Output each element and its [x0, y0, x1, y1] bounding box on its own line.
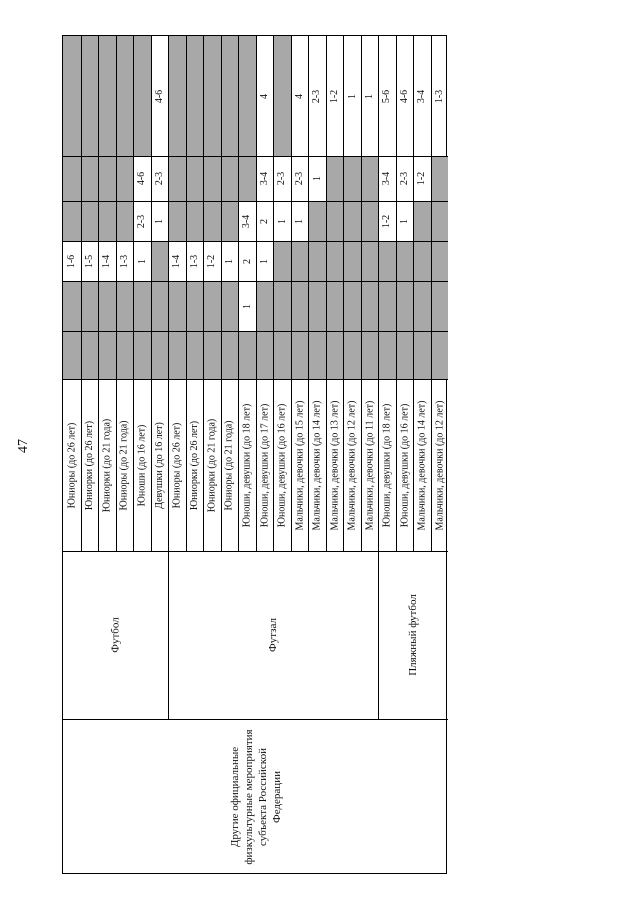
value-cell	[203, 156, 221, 201]
grid-line	[81, 36, 82, 551]
value-text: 1	[346, 93, 358, 99]
value-cell	[133, 331, 151, 379]
value-cell	[116, 331, 133, 379]
value-cell	[378, 331, 396, 379]
value-cell	[133, 156, 151, 201]
value-cell	[343, 281, 361, 331]
value-cell	[291, 201, 308, 241]
value-text: 1	[399, 218, 410, 224]
value-cell	[186, 156, 203, 201]
group-cell	[326, 379, 343, 551]
value-cell	[168, 281, 186, 331]
value-text: 4-6	[136, 171, 148, 186]
value-text: 4-6	[154, 89, 165, 103]
value-cell	[168, 331, 186, 379]
value-cell	[256, 241, 273, 281]
group-label: Мальчики, девочки (до 14 лет)	[416, 399, 428, 531]
value-cell	[378, 36, 396, 156]
value-text: 3-4	[259, 171, 270, 186]
group-cell	[343, 379, 361, 551]
value-cell	[81, 331, 98, 379]
value-cell	[326, 241, 343, 281]
section-title: Другие официальные физкультурные мероприятия субъекта Российской Федерации	[228, 729, 283, 865]
group-label: Юниоры (до 21 года)	[224, 419, 236, 511]
value-cell	[238, 281, 256, 331]
value-cell	[291, 281, 308, 331]
group-label: Юниорки (до 26 лет)	[84, 420, 95, 510]
value-cell	[151, 241, 168, 281]
value-cell	[221, 331, 238, 379]
value-text: 2-3	[311, 89, 323, 103]
value-cell	[291, 36, 308, 156]
value-text: 1-2	[206, 254, 218, 268]
value-cell	[203, 201, 221, 241]
value-cell	[98, 36, 116, 156]
value-cell	[378, 201, 396, 241]
value-cell	[81, 36, 98, 156]
value-cell	[361, 201, 378, 241]
group-label: Мальчики, девочки (до 15 лет)	[294, 399, 306, 531]
group-cell	[81, 379, 98, 551]
discipline-label: Пляжный футбол	[407, 594, 420, 676]
value-cell	[238, 156, 256, 201]
group-cell	[238, 379, 256, 551]
value-cell	[273, 241, 291, 281]
group-label: Юноши, девушки (до 16 лет)	[399, 403, 411, 527]
value-cell	[378, 281, 396, 331]
discipline-label: Футбол	[109, 617, 122, 653]
value-text: 4	[294, 93, 305, 99]
value-cell	[186, 241, 203, 281]
value-text: 2-3	[399, 171, 410, 186]
value-cell	[378, 241, 396, 281]
value-cell	[63, 331, 81, 379]
value-text: 2-3	[294, 171, 305, 186]
value-cell	[98, 201, 116, 241]
value-text: 3-4	[241, 214, 253, 228]
grid-line	[116, 36, 117, 551]
value-cell	[186, 281, 203, 331]
value-cell	[413, 156, 431, 201]
group-label: Мальчики, девочки (до 13 лет)	[329, 399, 341, 531]
grid-line	[413, 36, 414, 551]
group-cell	[186, 379, 203, 551]
value-cell	[343, 156, 361, 201]
value-cell	[273, 201, 291, 241]
group-cell	[98, 379, 116, 551]
value-cell	[133, 201, 151, 241]
value-cell	[221, 201, 238, 241]
value-cell	[326, 201, 343, 241]
grid-line	[308, 36, 309, 551]
value-text: 2	[259, 218, 270, 224]
value-cell	[396, 156, 413, 201]
value-text: 1	[294, 218, 305, 224]
value-cell	[431, 241, 448, 281]
value-cell	[98, 156, 116, 201]
value-cell	[151, 281, 168, 331]
grid-line	[361, 36, 362, 551]
value-cell	[431, 281, 448, 331]
value-cell	[81, 281, 98, 331]
group-label: Юниоры (до 21 года)	[119, 419, 131, 511]
value-cell	[238, 36, 256, 156]
value-cell	[361, 331, 378, 379]
value-cell	[203, 331, 221, 379]
grid-line	[203, 36, 204, 551]
group-cell	[221, 379, 238, 551]
grid-line	[291, 36, 292, 551]
value-cell	[116, 201, 133, 241]
ranking-table	[62, 35, 447, 874]
value-cell	[273, 281, 291, 331]
grid-line	[431, 36, 432, 551]
value-cell	[256, 331, 273, 379]
value-cell	[396, 241, 413, 281]
grid-line	[238, 36, 239, 551]
group-label: Юниоры (до 26 лет)	[171, 422, 183, 508]
grid-line	[256, 36, 257, 551]
value-cell	[343, 241, 361, 281]
group-label: Девушки (до 16 лет)	[154, 421, 165, 509]
value-text: 1-2	[381, 214, 393, 228]
value-text: 1	[364, 93, 375, 99]
value-text: 4-6	[399, 89, 410, 103]
value-cell	[256, 36, 273, 156]
value-cell	[186, 201, 203, 241]
grid-line	[343, 36, 344, 551]
group-label: Юниорки (до 21 года)	[206, 418, 218, 512]
value-cell	[431, 36, 448, 156]
value-text: 5-6	[381, 89, 393, 103]
value-text: 1	[136, 258, 148, 264]
value-cell	[308, 281, 326, 331]
group-cell	[361, 379, 378, 551]
discipline-label: Футзал	[266, 618, 279, 652]
value-text: 1-3	[434, 89, 445, 103]
value-text: 1	[241, 303, 253, 309]
group-cell	[63, 379, 81, 551]
value-cell	[221, 36, 238, 156]
value-cell	[168, 36, 186, 156]
group-cell	[151, 379, 168, 551]
value-cell	[116, 36, 133, 156]
value-cell	[273, 331, 291, 379]
value-cell	[186, 36, 203, 156]
value-cell	[63, 241, 81, 281]
value-cell	[151, 331, 168, 379]
value-cell	[431, 156, 448, 201]
value-text: 3-4	[381, 171, 393, 186]
value-cell	[273, 36, 291, 156]
value-text: 2-3	[276, 171, 288, 186]
value-cell	[81, 156, 98, 201]
value-text: 1-3	[119, 254, 130, 268]
value-cell	[361, 36, 378, 156]
value-cell	[413, 36, 431, 156]
group-label: Юноши (до 16 лет)	[136, 424, 148, 506]
group-cell	[133, 379, 151, 551]
value-text: 2-3	[154, 171, 165, 186]
value-cell	[151, 36, 168, 156]
value-cell	[413, 241, 431, 281]
value-cell	[203, 241, 221, 281]
value-cell	[151, 201, 168, 241]
value-cell	[221, 156, 238, 201]
value-cell	[238, 331, 256, 379]
value-cell	[308, 36, 326, 156]
value-cell	[308, 331, 326, 379]
grid-line	[273, 36, 274, 551]
group-label: Мальчики, девочки (до 11 лет)	[364, 400, 376, 530]
value-text: 1-5	[84, 254, 95, 268]
group-label: Юноши, девушки (до 17 лет)	[259, 403, 271, 527]
value-text: 4	[259, 93, 270, 99]
value-cell	[116, 241, 133, 281]
value-cell	[413, 331, 431, 379]
value-text: 1	[154, 218, 165, 224]
value-text: 1	[311, 176, 323, 181]
value-cell	[396, 331, 413, 379]
group-cell	[291, 379, 308, 551]
value-cell	[63, 281, 81, 331]
group-label: Мальчики, девочки (до 12 лет)	[346, 399, 358, 531]
group-label: Юноши, девушки (до 18 лет)	[381, 403, 393, 527]
value-cell	[361, 156, 378, 201]
value-cell	[361, 241, 378, 281]
value-cell	[396, 201, 413, 241]
value-cell	[133, 281, 151, 331]
value-cell	[186, 331, 203, 379]
value-cell	[221, 281, 238, 331]
group-label: Юниорки (до 21 года)	[101, 418, 113, 512]
value-cell	[133, 36, 151, 156]
value-cell	[431, 331, 448, 379]
grid-line	[186, 36, 187, 551]
grid-line	[378, 36, 379, 551]
value-cell	[98, 331, 116, 379]
value-cell	[203, 281, 221, 331]
grid-line	[168, 36, 169, 551]
group-label: Юноши, девушки (до 16 лет)	[276, 403, 288, 527]
group-label: Юниорки (до 26 лет)	[189, 420, 200, 510]
group-cell	[308, 379, 326, 551]
value-cell	[291, 331, 308, 379]
value-cell	[256, 156, 273, 201]
value-cell	[168, 156, 186, 201]
value-cell	[238, 201, 256, 241]
grid-line	[221, 36, 222, 551]
value-text: 1	[276, 218, 288, 224]
value-cell	[238, 241, 256, 281]
section-cell	[63, 719, 448, 875]
value-cell	[291, 156, 308, 201]
value-cell	[98, 281, 116, 331]
value-cell	[326, 36, 343, 156]
value-cell	[361, 281, 378, 331]
value-cell	[81, 201, 98, 241]
value-text: 1-4	[171, 254, 183, 268]
value-cell	[63, 36, 81, 156]
value-cell	[396, 281, 413, 331]
value-cell	[81, 241, 98, 281]
grid-line	[326, 36, 327, 551]
value-cell	[378, 156, 396, 201]
value-text: 1-2	[416, 171, 428, 186]
grid-line	[151, 36, 152, 551]
value-cell	[308, 156, 326, 201]
value-cell	[326, 156, 343, 201]
value-text: 1-3	[189, 254, 200, 268]
value-text: 2	[241, 258, 253, 264]
group-cell	[396, 379, 413, 551]
value-text: 1	[224, 258, 235, 264]
value-cell	[291, 241, 308, 281]
value-cell	[343, 36, 361, 156]
value-cell	[326, 331, 343, 379]
value-text: 1-4	[101, 254, 113, 268]
value-cell	[63, 156, 81, 201]
value-cell	[133, 241, 151, 281]
group-label: Мальчики, девочки (до 14 лет)	[311, 399, 323, 531]
value-cell	[151, 156, 168, 201]
group-cell	[116, 379, 133, 551]
group-cell	[203, 379, 221, 551]
value-cell	[116, 281, 133, 331]
value-cell	[396, 36, 413, 156]
group-cell	[431, 379, 448, 551]
value-text: 1-2	[329, 89, 340, 103]
grid-line	[98, 36, 99, 551]
discipline-cell	[63, 551, 168, 719]
page-number: 47	[16, 439, 31, 453]
value-cell	[308, 201, 326, 241]
discipline-cell	[168, 551, 378, 719]
group-cell	[273, 379, 291, 551]
value-cell	[413, 201, 431, 241]
value-text: 2-3	[136, 214, 148, 228]
value-cell	[326, 281, 343, 331]
value-cell	[308, 241, 326, 281]
group-cell	[256, 379, 273, 551]
value-cell	[256, 281, 273, 331]
value-cell	[168, 241, 186, 281]
group-cell	[168, 379, 186, 551]
discipline-cell	[378, 551, 448, 719]
group-cell	[413, 379, 431, 551]
value-cell	[98, 241, 116, 281]
value-cell	[273, 156, 291, 201]
grid-line	[396, 36, 397, 551]
group-label: Юноши, девушки (до 18 лет)	[241, 403, 253, 527]
value-cell	[168, 201, 186, 241]
value-cell	[256, 201, 273, 241]
value-cell	[63, 201, 81, 241]
value-cell	[343, 331, 361, 379]
value-cell	[221, 241, 238, 281]
value-text: 1	[259, 258, 270, 264]
value-text: 3-4	[416, 89, 428, 103]
value-cell	[413, 281, 431, 331]
value-text: 1-6	[66, 254, 78, 268]
value-cell	[116, 156, 133, 201]
group-cell	[378, 379, 396, 551]
grid-line	[133, 36, 134, 551]
group-label: Мальчики, девочки (до 12 лет)	[434, 399, 446, 531]
group-label: Юниоры (до 26 лет)	[66, 422, 78, 508]
value-cell	[343, 201, 361, 241]
value-cell	[431, 201, 448, 241]
value-cell	[203, 36, 221, 156]
